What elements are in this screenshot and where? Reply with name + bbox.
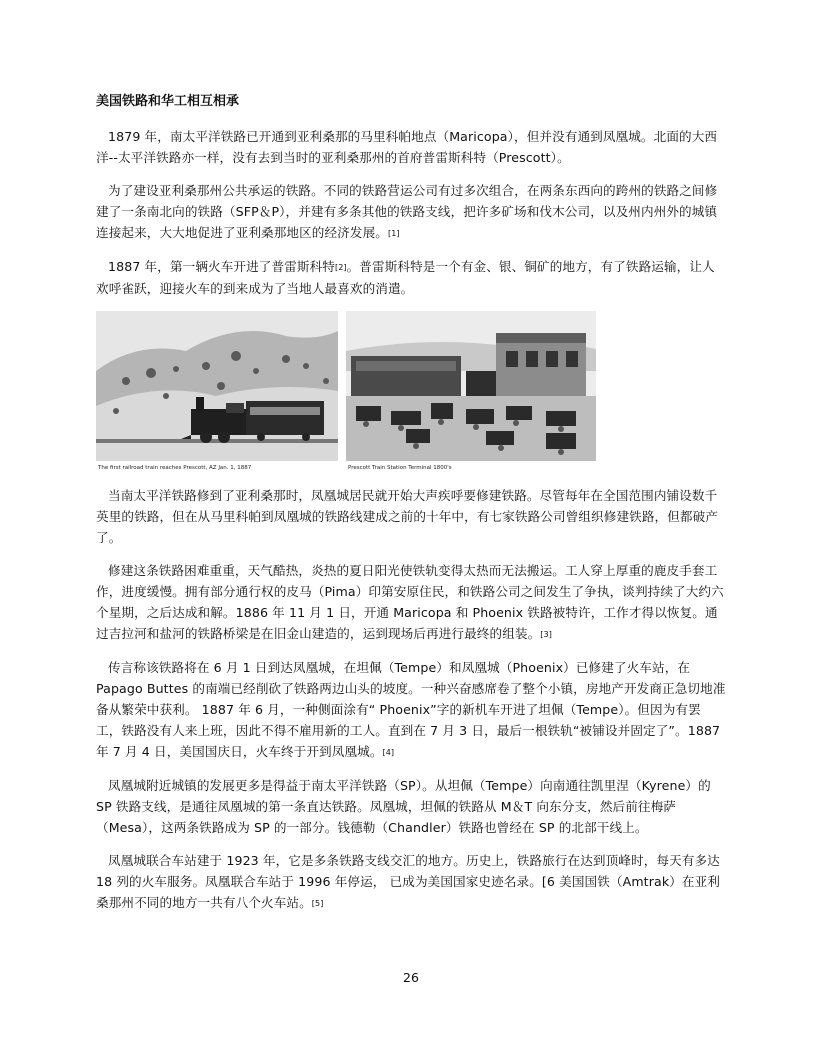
paragraph-6-text: 传言称该铁路将在 6 月 1 日到达凤凰城，在坦佩（Tempe）和凤凰城（Phoenix）已修建了火车站，在 Papago Buttes 的南端已经削砍了铁路两边山头的坡度。一种兴奋感席卷了整个小镇，房地产开发商正急切地准备从繁荣中获利。 1887 年 6 月，一种侧面涂有“ Phoenix”字的新机车开进了坦佩（Tempe）。但因为有罢工，铁路没有人来上班，因此不得不雇用新的工人。直到在 7 月 3 日，最后一根铁轨“被铺设并固定了”。1887 年 7 月 4 日，美国国庆日，火车终于开到凤凰城。 — [96, 660, 726, 759]
footnote-ref-2[interactable]: [2] — [334, 263, 347, 272]
paragraph-3-text-a: 1887 年，第一辆火车开进了普雷斯科特 — [108, 259, 335, 274]
photo-station-terminal-caption: Prescott Train Station Terminal 1800's — [348, 465, 452, 471]
photo-station-terminal — [346, 311, 596, 471]
paragraph-8 — [96, 850, 726, 914]
section-title: 美国铁路和华工相互相承 — [96, 94, 240, 109]
paragraph-2-text: 为了建设亚利桑那州公共承运的铁路。不同的铁路营运公司有过多次组合，在两条东西向的跨州的铁路之间修建了一条南北向的铁路（SFP＆P），并建有多条其他的铁路支线，把许多矿场和伐木公司，以及州内州外的城镇连接起来，大大地促进了亚利桑那地区的经济发展。 — [96, 183, 718, 240]
paragraph-3 — [96, 256, 726, 299]
photo-first-train — [96, 311, 338, 471]
photo-first-train-image — [96, 311, 338, 461]
footnote-ref-5[interactable]: [5] — [311, 899, 324, 908]
photo-row — [96, 311, 726, 471]
paragraph-3-text-b: 。普雷斯科特是一个有金、银、铜矿的地方，有了铁路运输，让人欢呼雀跃，迎接火车的到来成为了当地人最喜欢的消遣。 — [96, 259, 715, 296]
footnote-ref-3[interactable]: [3] — [540, 630, 552, 639]
paragraph-6 — [96, 657, 726, 763]
paragraph-4: 当南太平洋铁路修到了亚利桑那时，凤凰城居民就开始大声疾呼要修建铁路。尽管每年在全国范围内铺设数千英里的铁路，但在从马里科帕到凤凰城的铁路线建成之前的十年中，有七家铁路公司曾组织修建铁路，但都破产了。 — [96, 488, 718, 545]
paragraph-8-text: 凤凰城联合车站建于 1923 年，它是多条铁路支线交汇的地方。历史上，铁路旅行在达到顶峰时，每天有多达 18 列的火车服务。凤凰联合车站于 1996 年停运， 已成为美国国家史迹名录。[6 美国国铁（Amtrak）在亚利桑那州不同的地方一共有八个火车站。 — [96, 853, 720, 910]
page-content — [96, 92, 726, 926]
photo-first-train-caption: The first railroad train reaches Prescott, AZ Jan. 1, 1887 — [98, 465, 252, 471]
page-number: 26 — [403, 970, 419, 985]
paragraph-2 — [96, 180, 726, 244]
footnote-ref-4[interactable]: [4] — [382, 748, 395, 757]
paragraph-7: 凤凰城附近城镇的发展更多是得益于南太平洋铁路（SP）。从坦佩（Tempe）向南通往凯里涅（Kyrene）的 SP 铁路支线，是通往凤凰城的第一条直达铁路。凤凰城，坦佩的铁路从 M＆T 向东分支，然后前往梅萨（Mesa），这两条铁路成为 SP 的一部分。钱德勒（Chandler）铁路也曾经在 SP 的北部干线上。 — [96, 778, 711, 835]
paragraph-1: 1879 年，南太平洋铁路已开通到亚利桑那的马里科帕地点（Maricopa），但并没有通到凤凰城。北面的大西洋--太平洋铁路亦一样，没有去到当时的亚利桑那州的首府普雷斯科特（Prescott）。 — [96, 129, 718, 165]
paragraph-5 — [96, 560, 726, 645]
photo-station-terminal-image — [346, 311, 596, 461]
footnote-ref-1[interactable]: [1] — [387, 229, 400, 238]
paragraph-5-text: 修建这条铁路困难重重，天气酷热，炎热的夏日阳光使铁轨变得太热而无法搬运。工人穿上厚重的鹿皮手套工作，进度缓慢。拥有部分通行权的皮马（Pima）印第安原住民，和铁路公司之间发生了争执，谈判持续了大约六个星期，之后达成和解。1886 年 11 月 1 日，开通 Maricopa 和 Phoenix 铁路被特许，工作才得以恢复。通过吉拉河和盐河的铁路桥梁是在旧金山建造的，运到现场后再进行最终的组装。 — [96, 563, 724, 641]
